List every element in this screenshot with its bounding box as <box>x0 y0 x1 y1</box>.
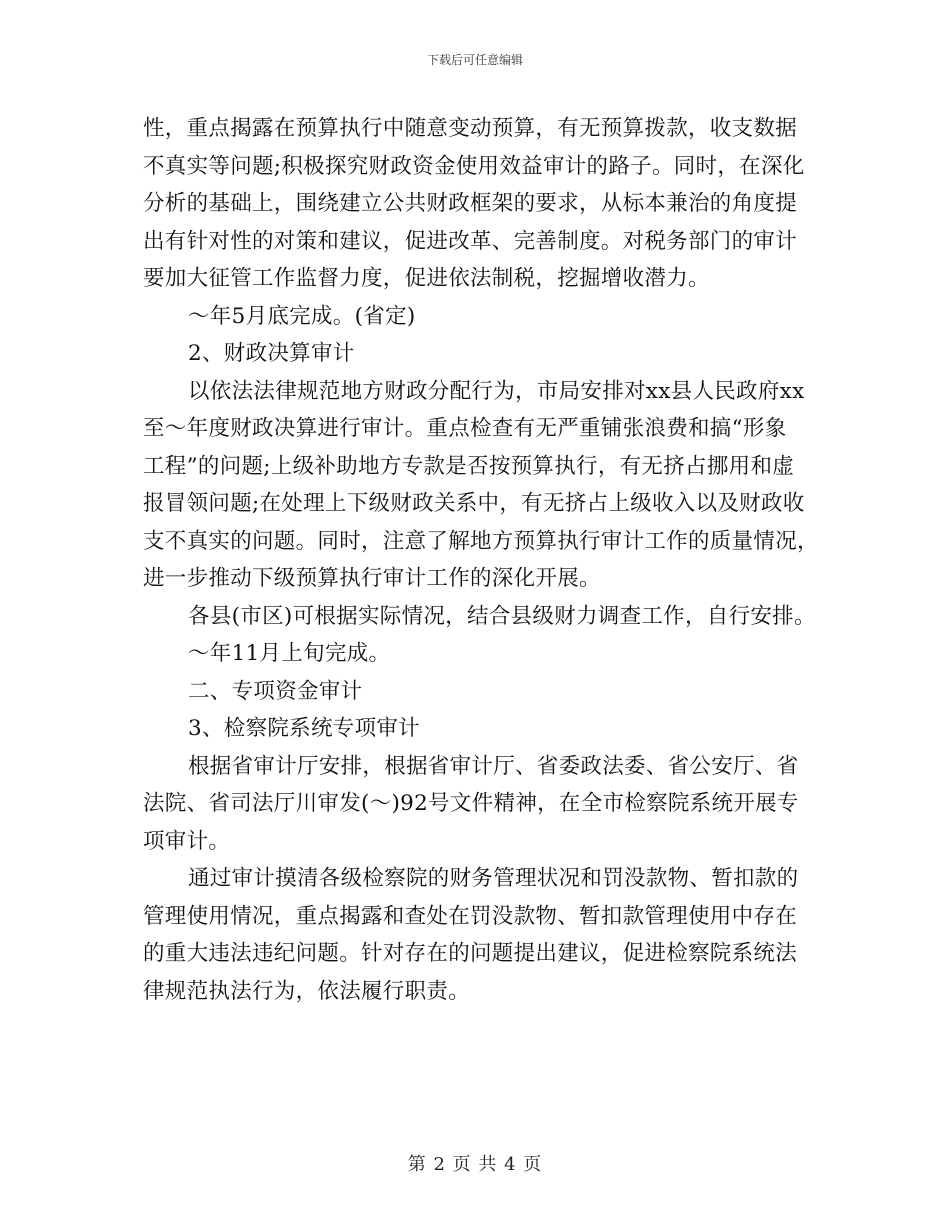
page-header: 下载后可任意编辑 <box>426 53 523 67</box>
paragraph-line: 性，重点揭露在预算执行中随意变动预算，有无预算拨款，收支数据 <box>143 116 798 141</box>
section-heading: 2、财政决算审计 <box>188 341 355 366</box>
paragraph-line: 支不真实的问题。同时，注意了解地方预算执行审计工作的质量情况， <box>143 528 819 554</box>
paragraph-line: 出有针对性的对策和建议，促进改革、完善制度。对税务部门的审计 <box>143 228 798 254</box>
paragraph-line: 法院、省司法厅川审发(～)92号文件精神，在全市检察院系统开展专 <box>143 791 799 816</box>
paragraph-line: 不真实等问题;积极探究财政资金使用效益审计的路子。同时，在深化 <box>143 153 805 179</box>
paragraph-line: 管理使用情况，重点揭露和查处在罚没款物、暂扣款管理使用中存在 <box>143 903 798 929</box>
paragraph-line: ～年11月上旬完成。 <box>188 641 391 666</box>
paragraph-line: 报冒领问题;在处理上下级财政关系中，有无挤占上级收入以及财政收 <box>143 491 805 516</box>
paragraph-line: 工程”的问题;上级补助地方专款是否按预算执行，有无挤占挪用和虚 <box>143 453 795 479</box>
section-heading: 二、专项资金审计 <box>188 678 363 704</box>
paragraph-line: 通过审计摸清各级检察院的财务管理状况和罚没款物、暂扣款的 <box>188 866 799 891</box>
page-number: 第 2 页 共 4 页 <box>407 1154 543 1175</box>
paragraph-line: 至～年度财政决算进行审计。重点检查有无严重铺张浪费和搞“形象 <box>143 416 787 441</box>
paragraph-line: 分析的基础上，围绕建立公共财政框架的要求，从标本兼治的角度提 <box>143 191 798 216</box>
paragraph-line: 各县(市区)可根据实际情况，结合县级财力调查工作，自行安排。 <box>188 603 816 629</box>
paragraph-line: ～年5月底完成。(省定) <box>188 303 416 329</box>
paragraph-line: 的重大违法违纪问题。针对存在的问题提出建议，促进检察院系统法 <box>143 941 798 966</box>
paragraph-line: 要加大征管工作监督力度，促进依法制税，挖掘增收潜力。 <box>143 266 710 291</box>
paragraph-line: 以依法法律规范地方财政分配行为，市局安排对xx县人民政府xx <box>188 378 805 404</box>
paragraph-line: 项审计。 <box>143 828 231 854</box>
document-body <box>143 110 819 1010</box>
paragraph-line: 律规范执法行为，依法履行职责。 <box>143 978 471 1004</box>
section-heading: 3、检察院系统专项审计 <box>188 716 420 741</box>
paragraph-line: 根据省审计厅安排，根据省审计厅、省委政法委、省公安厅、省 <box>188 753 799 779</box>
paragraph-line: 进一步推动下级预算执行审计工作的深化开展。 <box>143 566 601 591</box>
